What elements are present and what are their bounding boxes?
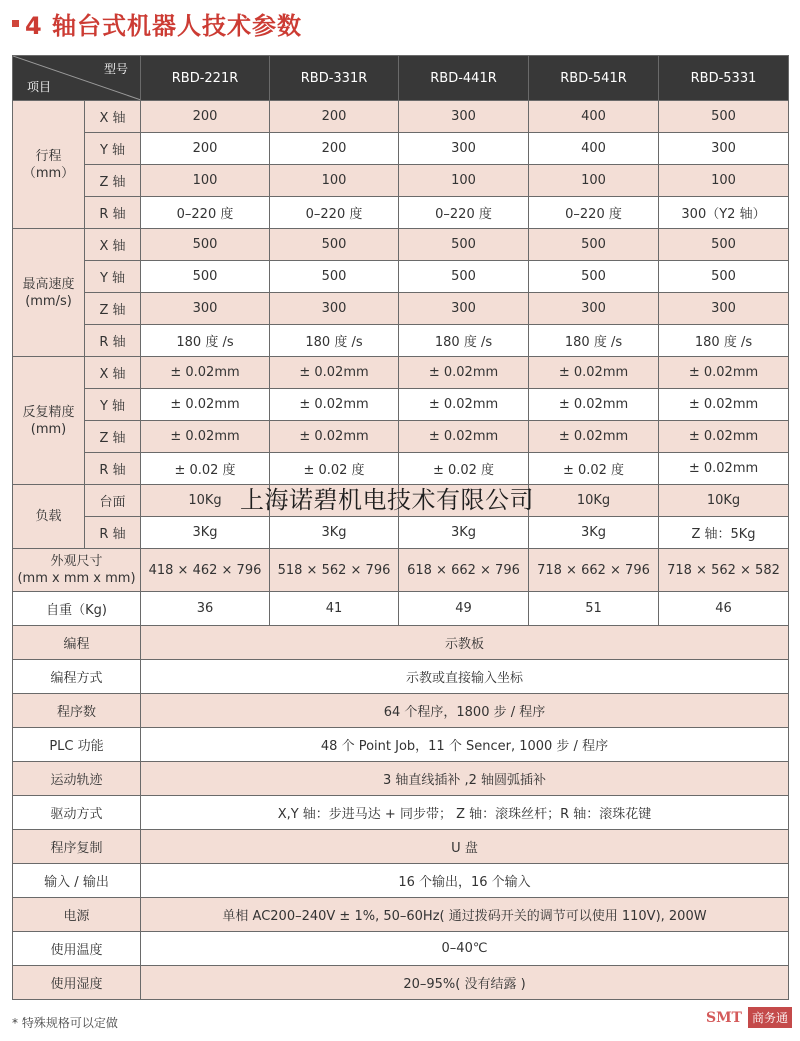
spec-value: ± 0.02mm xyxy=(270,357,399,389)
table-row xyxy=(13,626,789,660)
table-row xyxy=(13,421,789,453)
spec-value: 3Kg xyxy=(141,517,270,549)
spec-value: 0–220 度 xyxy=(399,197,529,229)
spec-value: 400 xyxy=(529,101,659,133)
axis-label: Z 轴 xyxy=(85,421,141,453)
spec-value: 300 xyxy=(399,133,529,165)
spec-value: 10Kg xyxy=(141,485,270,517)
spec-value: 500 xyxy=(399,261,529,293)
spec-value: ± 0.02mm xyxy=(399,389,529,421)
table-row xyxy=(13,101,789,133)
spec-value: 180 度 /s xyxy=(270,325,399,357)
item-label: 项目 xyxy=(27,80,52,94)
spec-value: 0–220 度 xyxy=(141,197,270,229)
spec-label: 驱动方式 xyxy=(13,796,141,830)
table-row xyxy=(13,389,789,421)
spec-label: 运动轨迹 xyxy=(13,762,141,796)
spec-value: ± 0.02mm xyxy=(529,389,659,421)
spec-value: 200 xyxy=(141,133,270,165)
model-label: 型号 xyxy=(103,62,128,76)
spec-value: ± 0.02mm xyxy=(141,389,270,421)
axis-label: Z 轴 xyxy=(85,293,141,325)
spec-value: ± 0.02mm xyxy=(659,453,789,485)
spec-value: 16 个输出，16 个输入 xyxy=(141,864,789,898)
spec-value: ± 0.02mm xyxy=(529,357,659,389)
title-bullet-icon xyxy=(12,20,19,27)
spec-value: ± 0.02mm xyxy=(659,389,789,421)
table-row xyxy=(13,830,789,864)
spec-value: ± 0.02mm xyxy=(529,421,659,453)
spec-table xyxy=(12,55,789,1000)
company-watermark: 上海诺碧机电技术有限公司 xyxy=(240,486,534,514)
axis-label: R 轴 xyxy=(85,325,141,357)
spec-value: 180 度 /s xyxy=(529,325,659,357)
spec-value: X,Y 轴：步进马达 + 同步带； Z 轴：滚珠丝杆；R 轴：滚珠花键 xyxy=(141,796,789,830)
model-header: RBD-441R xyxy=(399,56,529,101)
spec-value: ± 0.02 度 xyxy=(141,453,270,485)
spec-label: 电源 xyxy=(13,898,141,932)
spec-value: 200 xyxy=(270,133,399,165)
table-row xyxy=(13,966,789,1000)
spec-value: 48 个 Point Job，11 个 Sencer, 1000 步 / 程序 xyxy=(141,728,789,762)
spec-value: 500 xyxy=(399,229,529,261)
spec-value: ± 0.02mm xyxy=(659,421,789,453)
table-row xyxy=(13,549,789,592)
spec-value: 200 xyxy=(141,101,270,133)
page-title: 4 轴台式机器人技术参数 xyxy=(12,6,302,40)
spec-value: 100 xyxy=(399,165,529,197)
spec-value: 300 xyxy=(529,293,659,325)
spec-value: 100 xyxy=(270,165,399,197)
table-row xyxy=(13,592,789,626)
spec-value: ± 0.02mm xyxy=(399,357,529,389)
spec-label: 使用温度 xyxy=(13,932,141,966)
logo-badge: 商务通 xyxy=(748,1007,792,1028)
group-label: 反复精度 (mm) xyxy=(13,357,85,485)
model-header: RBD-541R xyxy=(529,56,659,101)
dimensions-label: 外观尺寸 (mm x mm x mm) xyxy=(13,549,141,592)
table-row xyxy=(13,728,789,762)
spec-value: ± 0.02 度 xyxy=(399,453,529,485)
table-row xyxy=(13,660,789,694)
model-header: RBD-331R xyxy=(270,56,399,101)
table-row xyxy=(13,864,789,898)
spec-value: 300 xyxy=(659,293,789,325)
table-row xyxy=(13,197,789,229)
spec-value: 3 轴直线插补 ,2 轴圆弧插补 xyxy=(141,762,789,796)
spec-value: 单相 AC200–240V ± 1%, 50–60Hz( 通过拨码开关的调节可以使用 110V), 200W xyxy=(141,898,789,932)
spec-value: ± 0.02mm xyxy=(399,421,529,453)
spec-label: 程序数 xyxy=(13,694,141,728)
spec-value: 300（Y2 轴） xyxy=(659,197,789,229)
table-row xyxy=(13,357,789,389)
group-label: 最高速度 (mm/s) xyxy=(13,229,85,357)
spec-value: 500 xyxy=(270,229,399,261)
spec-value: Z 轴：5Kg xyxy=(659,517,789,549)
spec-label: 编程 xyxy=(13,626,141,660)
header-corner xyxy=(13,56,141,101)
spec-value: 3Kg xyxy=(399,517,529,549)
table-row xyxy=(13,261,789,293)
table-row xyxy=(13,796,789,830)
axis-label: Z 轴 xyxy=(85,165,141,197)
spec-value: 3Kg xyxy=(529,517,659,549)
axis-label: Y 轴 xyxy=(85,389,141,421)
spec-value: 500 xyxy=(529,229,659,261)
spec-value: 100 xyxy=(529,165,659,197)
spec-value: 100 xyxy=(141,165,270,197)
dimension-value: 618 × 662 × 796 xyxy=(399,549,529,592)
spec-value: 300 xyxy=(141,293,270,325)
spec-value: 20–95%( 没有结露 ) xyxy=(141,966,789,1000)
spec-value: 0–220 度 xyxy=(270,197,399,229)
dimension-value: 518 × 562 × 796 xyxy=(270,549,399,592)
dimension-value: 718 × 662 × 796 xyxy=(529,549,659,592)
spec-value: 示教或直接输入坐标 xyxy=(141,660,789,694)
dimension-value: 718 × 562 × 582 xyxy=(659,549,789,592)
table-row xyxy=(13,325,789,357)
table-row xyxy=(13,229,789,261)
group-label: 负载 xyxy=(13,485,85,549)
spec-value: ± 0.02mm xyxy=(270,389,399,421)
spec-value: 100 xyxy=(659,165,789,197)
spec-value: 10Kg xyxy=(659,485,789,517)
spec-value: 200 xyxy=(270,101,399,133)
axis-label: R 轴 xyxy=(85,197,141,229)
spec-value: 500 xyxy=(270,261,399,293)
spec-label: 编程方式 xyxy=(13,660,141,694)
spec-value: 180 度 /s xyxy=(659,325,789,357)
axis-label: X 轴 xyxy=(85,101,141,133)
spec-value: 400 xyxy=(529,133,659,165)
spec-value: 64 个程序，1800 步 / 程序 xyxy=(141,694,789,728)
spec-value: 示教板 xyxy=(141,626,789,660)
spec-value: ± 0.02mm xyxy=(141,357,270,389)
spec-value: 500 xyxy=(141,229,270,261)
table-row xyxy=(13,133,789,165)
spec-value: 300 xyxy=(659,133,789,165)
axis-label: 台面 xyxy=(85,485,141,517)
spec-value: 180 度 /s xyxy=(141,325,270,357)
table-row xyxy=(13,898,789,932)
model-header: RBD-5331 xyxy=(659,56,789,101)
axis-label: Y 轴 xyxy=(85,261,141,293)
spec-label: PLC 功能 xyxy=(13,728,141,762)
spec-value: 300 xyxy=(399,101,529,133)
spec-value: ± 0.02 度 xyxy=(270,453,399,485)
weight-value: 36 xyxy=(141,592,270,626)
table-row xyxy=(13,165,789,197)
spec-value: 0–220 度 xyxy=(529,197,659,229)
spec-value: 500 xyxy=(141,261,270,293)
axis-label: R 轴 xyxy=(85,453,141,485)
spec-value: 500 xyxy=(659,261,789,293)
table-row xyxy=(13,694,789,728)
axis-label: Y 轴 xyxy=(85,133,141,165)
table-row xyxy=(13,293,789,325)
table-row xyxy=(13,932,789,966)
spec-value: 300 xyxy=(399,293,529,325)
model-header: RBD-221R xyxy=(141,56,270,101)
weight-value: 51 xyxy=(529,592,659,626)
spec-value: 0–40℃ xyxy=(141,932,789,966)
logo-text: SMT xyxy=(705,1009,742,1026)
axis-label: X 轴 xyxy=(85,357,141,389)
spec-label: 程序复制 xyxy=(13,830,141,864)
spec-value: 500 xyxy=(659,229,789,261)
table-row xyxy=(13,517,789,549)
spec-value: 300 xyxy=(270,293,399,325)
spec-value: 180 度 /s xyxy=(399,325,529,357)
spec-label: 输入 / 输出 xyxy=(13,864,141,898)
weight-label: 自重（Kg) xyxy=(13,592,141,626)
table-row xyxy=(13,762,789,796)
spec-value: ± 0.02mm xyxy=(270,421,399,453)
group-label: 行程 （mm） xyxy=(13,101,85,229)
spec-value: 500 xyxy=(659,101,789,133)
spec-value: ± 0.02mm xyxy=(141,421,270,453)
site-logo xyxy=(702,1007,792,1028)
spec-value: 10Kg xyxy=(529,485,659,517)
weight-value: 49 xyxy=(399,592,529,626)
axis-label: X 轴 xyxy=(85,229,141,261)
spec-value: ± 0.02mm xyxy=(659,357,789,389)
weight-value: 46 xyxy=(659,592,789,626)
weight-value: 41 xyxy=(270,592,399,626)
spec-value: 500 xyxy=(529,261,659,293)
spec-value: ± 0.02 度 xyxy=(529,453,659,485)
footnote: * 特殊规格可以定做 xyxy=(12,1016,118,1030)
dimension-value: 418 × 462 × 796 xyxy=(141,549,270,592)
axis-label: R 轴 xyxy=(85,517,141,549)
spec-value: 3Kg xyxy=(270,517,399,549)
spec-value: U 盘 xyxy=(141,830,789,864)
spec-label: 使用湿度 xyxy=(13,966,141,1000)
